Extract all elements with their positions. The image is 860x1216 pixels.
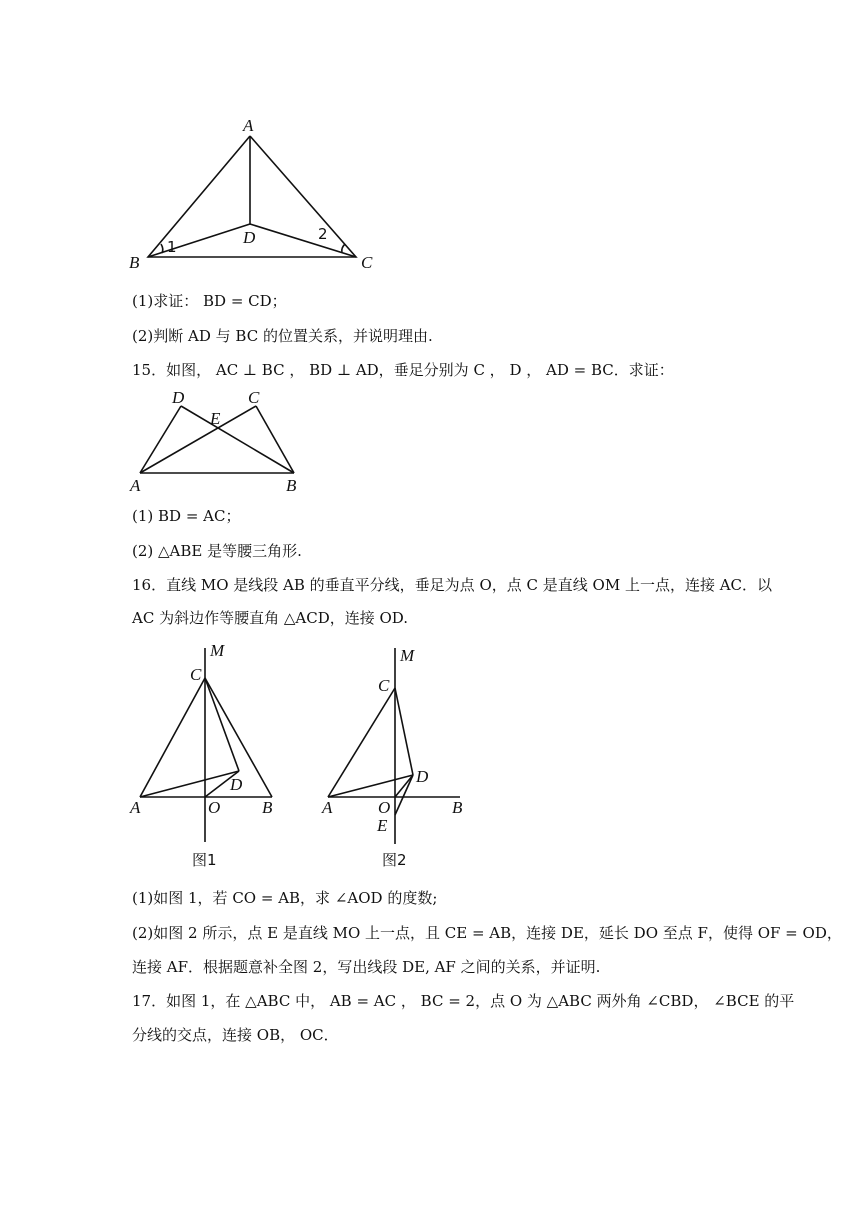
label-b: B bbox=[452, 798, 463, 817]
label-a: A bbox=[322, 798, 333, 817]
segment-cd bbox=[250, 224, 356, 257]
label-c: C bbox=[361, 253, 373, 272]
label-b: B bbox=[286, 476, 297, 495]
label-angle1: 1 bbox=[167, 238, 177, 256]
figure-2-caption: 图2 bbox=[382, 851, 407, 869]
q16-part1: (1)如图 1，若 CO = AB，求 ∠AOD 的度数; bbox=[132, 889, 438, 907]
segment-cd bbox=[205, 678, 239, 771]
q15-part1: (1) BD = AC； bbox=[132, 507, 241, 525]
label-m: M bbox=[400, 646, 415, 665]
figure-1-caption: 图1 bbox=[192, 851, 217, 869]
label-a: A bbox=[243, 116, 254, 135]
segment-ad bbox=[140, 406, 181, 473]
label-a: A bbox=[130, 476, 141, 495]
q17-stem-line1: 17．如图 1，在 △ABC 中， AB = AC ， BC = 2，点 O 为 △ABC 两外角 ∠CBD， ∠BCE 的平 bbox=[132, 992, 795, 1010]
q14-part2: (2)判断 AD 与 BC 的位置关系，并说明理由. bbox=[132, 327, 433, 345]
q16-part2-line2: 连接 AF．根据题意补全图 2，写出线段 DE, AF 之间的关系，并证明. bbox=[132, 958, 601, 976]
segment-ad bbox=[328, 775, 413, 797]
q16-part2-line1: (2)如图 2 所示，点 E 是直线 MO 上一点，且 CE = AB，连接 DE，延长 DO 至点 F，使得 OF = OD， bbox=[132, 924, 842, 942]
q15-figure bbox=[126, 386, 316, 496]
label-c: C bbox=[378, 676, 390, 695]
label-e: E bbox=[377, 816, 388, 835]
segment-bd bbox=[148, 224, 250, 257]
q16-stem-line2: AC 为斜边作等腰直角 △ACD，连接 OD. bbox=[132, 609, 409, 627]
label-d: D bbox=[172, 388, 185, 407]
angle2-arc bbox=[342, 244, 345, 252]
label-d: D bbox=[230, 775, 243, 794]
q16-stem-line1: 16．直线 MO 是线段 AB 的垂直平分线，垂足为点 O，点 C 是直线 OM 上一点，连接 AC．以 bbox=[132, 576, 773, 594]
q15-part2: (2) △ABE 是等腰三角形. bbox=[132, 542, 302, 560]
label-b: B bbox=[262, 798, 273, 817]
segment-ed bbox=[395, 775, 413, 815]
segment-ad bbox=[140, 771, 239, 797]
angle1-arc bbox=[161, 244, 163, 253]
label-c: C bbox=[190, 665, 202, 684]
label-a: A bbox=[130, 798, 141, 817]
label-o: O bbox=[208, 798, 221, 817]
label-angle2: 2 bbox=[318, 225, 328, 243]
label-o: O bbox=[378, 798, 391, 817]
label-d: D bbox=[416, 767, 429, 786]
label-d: D bbox=[243, 228, 256, 247]
q14-part1: (1)求证： BD = CD； bbox=[132, 292, 287, 310]
q17-stem-line2: 分线的交点，连接 OB， OC． bbox=[132, 1026, 339, 1044]
q15-stem: 15．如图， AC ⊥ BC ， BD ⊥ AD，垂足分别为 C ， D ， AD = BC．求证： bbox=[132, 361, 674, 379]
segment-bc bbox=[256, 406, 294, 473]
label-b: B bbox=[129, 253, 140, 272]
q16-figure-2 bbox=[320, 640, 490, 870]
segment-ac bbox=[140, 678, 205, 797]
q16-figure-1 bbox=[126, 640, 296, 870]
label-e: E bbox=[210, 409, 221, 428]
segment-cd bbox=[395, 688, 413, 775]
triangle-abcd-figure bbox=[126, 112, 386, 272]
segment-ac bbox=[328, 688, 395, 797]
label-m: M bbox=[210, 641, 225, 660]
label-c: C bbox=[248, 388, 260, 407]
